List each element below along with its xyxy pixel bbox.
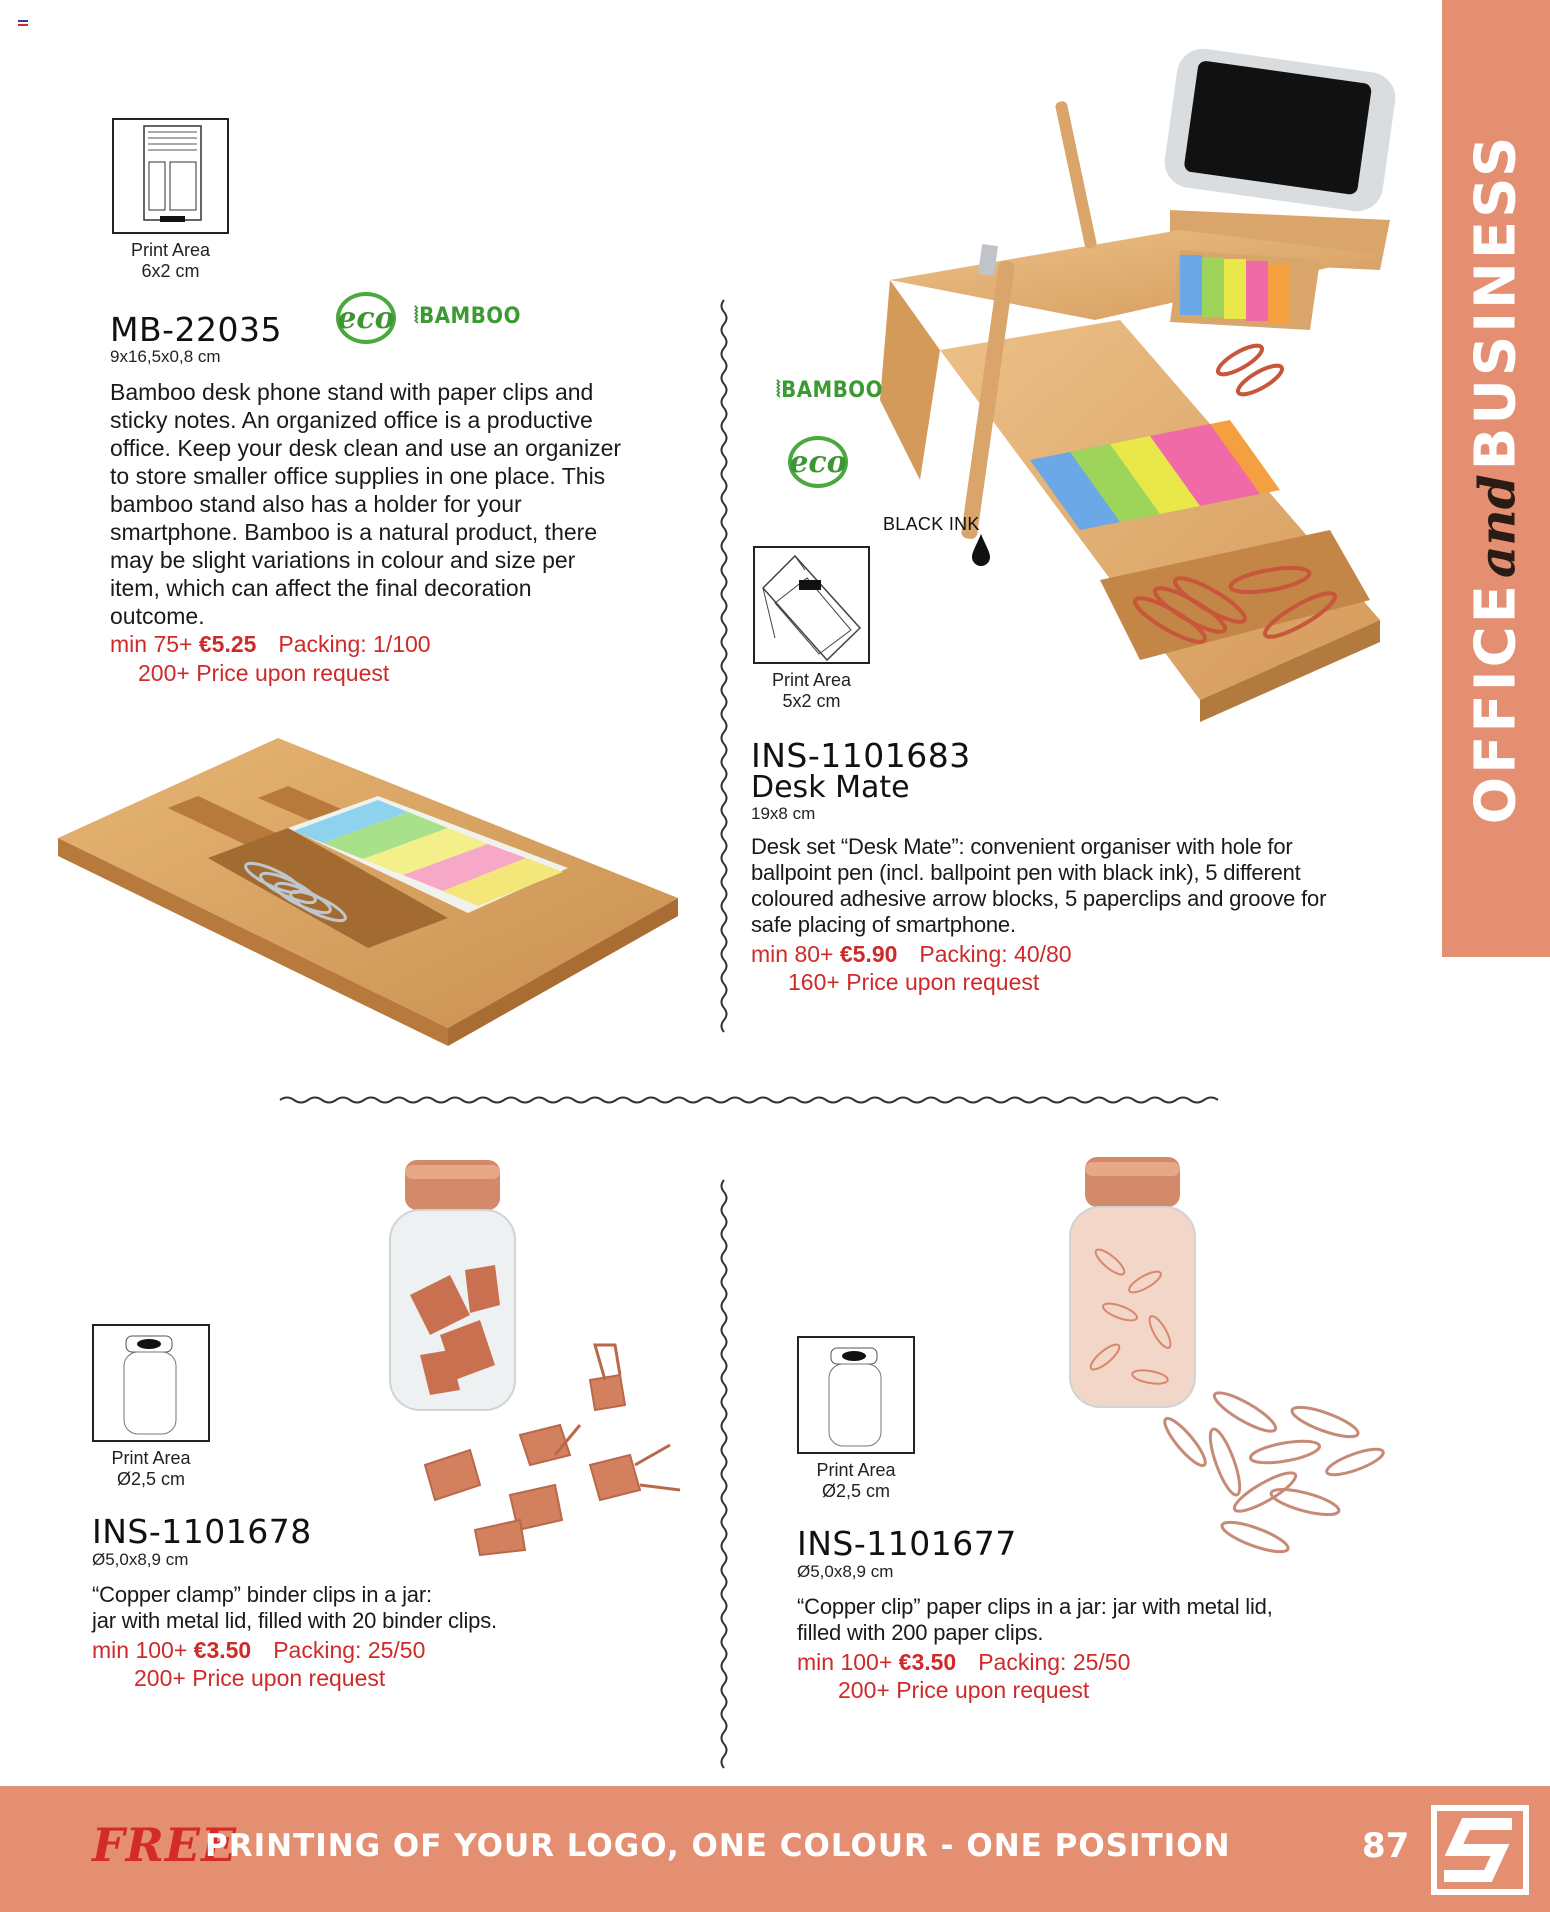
eco-badge-icon: eco [336, 292, 396, 344]
product-dimensions: 9x16,5x0,8 cm [110, 347, 221, 366]
product-image-paper-clips-jar [1065, 1152, 1405, 1562]
product-price-request: 200+ Price upon request [134, 1665, 386, 1691]
footer-slogan: PRINTING OF YOUR LOGO, ONE COLOUR - ONE POSITION [205, 1828, 1231, 1864]
product-sku: INS-1101683 [751, 736, 971, 775]
product-sku: INS-1101677 [797, 1524, 1017, 1563]
product-price-line: min 75+ €5.25 Packing: 1/100 [110, 631, 431, 657]
product-price-request: 160+ Price upon request [788, 969, 1040, 995]
bamboo-badge-icon: ⦚BAMBOO [414, 304, 521, 329]
category-side-tab [1442, 0, 1550, 957]
brand-logo-icon [1430, 1804, 1530, 1896]
print-area-label: Print Area 6x2 cm [130, 240, 211, 281]
product-price-line: min 100+ €3.50 Packing: 25/50 [92, 1637, 426, 1663]
product-description: Bamboo desk phone stand with paper clips and sticky notes. An organized office is a productive office. Keep your desk clean and use an organizer to store smaller office supplies in one place. This bamboo stand also has a holder for your smartphone. Bamboo is a natural product, there may be slight variations in colour and size per item, which can affect the final decoration outcome. [110, 379, 622, 629]
divider-vertical-bottom [714, 1180, 734, 1775]
product-sku: INS-1101678 [92, 1512, 312, 1551]
divider-vertical-top [714, 300, 734, 1030]
footer-free-label: FREE [92, 1818, 238, 1872]
product-image-bamboo-stand [48, 728, 688, 1038]
print-area-diagram [797, 1336, 915, 1454]
product-image-desk-mate [880, 60, 1420, 710]
product-dimensions: Ø5,0x8,9 cm [797, 1562, 894, 1581]
bamboo-badge-icon: ⦚BAMBOO [776, 378, 883, 403]
footer-banner [0, 1786, 1550, 1912]
print-area-diagram [753, 546, 870, 664]
product-description: Desk set “Desk Mate”: convenient organiser with hole for ballpoint pen (incl. ballpoint pen with black ink), 5 different coloured adhesive arrow blocks, 5 paperclips and groove for safe placing of smartphone. [751, 834, 1327, 937]
language-flag-icon [18, 20, 28, 28]
product-price-request: 200+ Price upon request [838, 1677, 1090, 1703]
product-description: “Copper clip” paper clips in a jar: jar with metal lid, filled with 200 paper clips. [797, 1594, 1273, 1645]
divider-horizontal [280, 1092, 1225, 1108]
product-price-request: 200+ Price upon request [138, 660, 390, 686]
product-price-line: min 100+ €3.50 Packing: 25/50 [797, 1649, 1131, 1675]
eco-badge-icon: eco [788, 436, 848, 488]
ink-drop-icon [972, 534, 990, 566]
product-dimensions: 19x8 cm [751, 804, 816, 823]
product-dimensions: Ø5,0x8,9 cm [92, 1550, 189, 1569]
print-area-diagram [92, 1324, 210, 1442]
page-number: 87 [1362, 1826, 1410, 1866]
category-title: OFFICEandBUSINESS [1463, 133, 1529, 824]
print-area-diagram [112, 118, 229, 234]
print-area-label: Print Area 5x2 cm [771, 670, 852, 711]
product-description: “Copper clamp” binder clips in a jar: jar with metal lid, filled with 20 binder clips. [92, 1582, 497, 1633]
black-ink-label: BLACK INK [883, 514, 980, 534]
product-sku: MB-22035 [110, 310, 282, 349]
product-price-line: min 80+ €5.90 Packing: 40/80 [751, 941, 1072, 967]
print-area-label: Print Area Ø2,5 cm [816, 1460, 896, 1501]
product-image-binder-clips-jar [380, 1155, 700, 1555]
product-name: Desk Mate [751, 770, 910, 805]
print-area-label: Print Area Ø2,5 cm [111, 1448, 191, 1489]
